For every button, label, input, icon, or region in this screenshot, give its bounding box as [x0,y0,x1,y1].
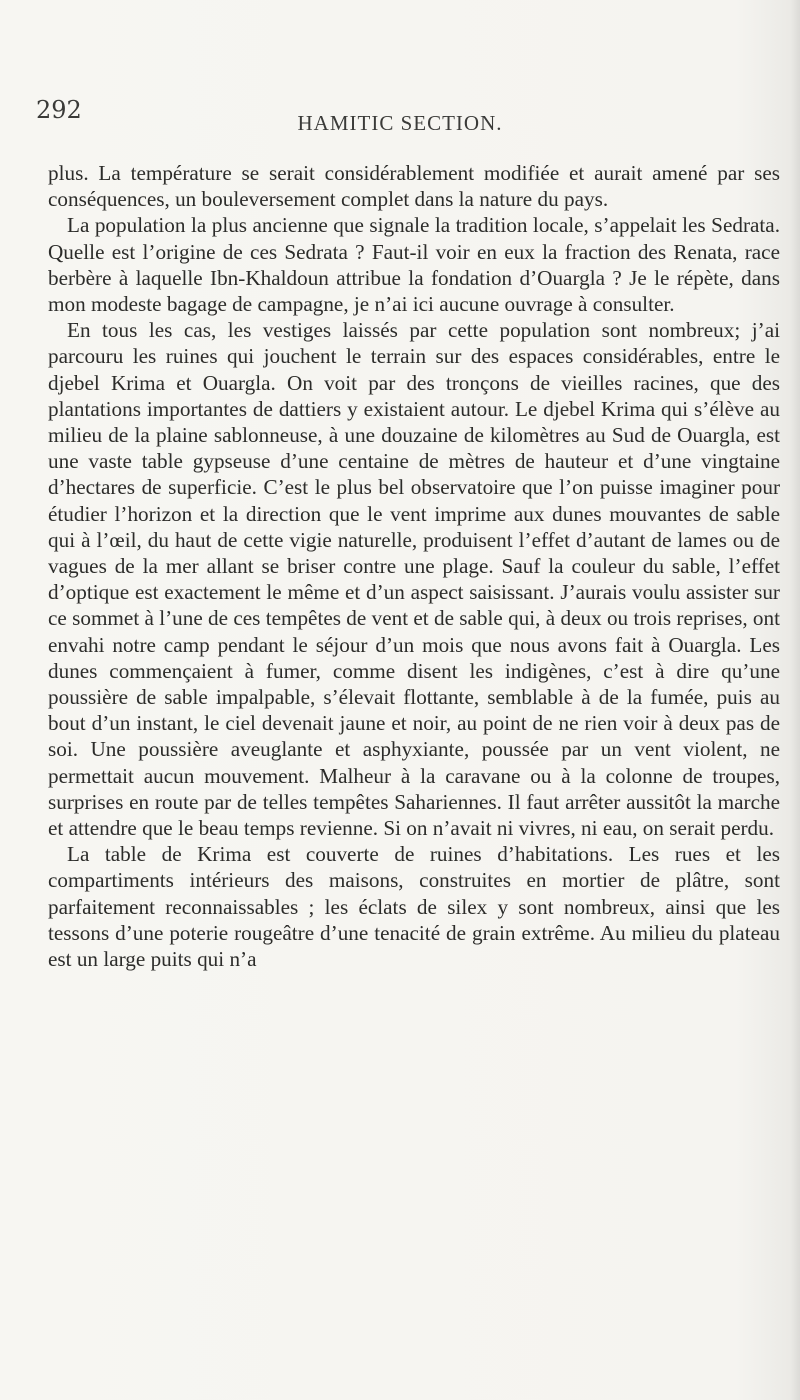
paragraph-krima-ruins: La table de Krima est couverte de ruines d’habitations. Les rues et les compartiments intérieurs des maisons, construites en mortier de plâtre, sont parfaitement reconnaissables ; les éclats de silex y sont nombreux, ainsi que les tessons d’une poterie rougeâtre d’une tenacité de grain extrême. Au milieu du plateau est un large puits qui n’a [48,842,780,972]
page-edge-shadow [790,0,800,1400]
running-head: HAMITIC SECTION. [297,111,503,135]
paragraph-continuation: plus. La température se serait considérablement modifiée et aurait amené par ses conséquences, un bouleversement complet dans la nature du pays. [48,161,780,212]
body-text [48,160,780,972]
paragraph-vestiges: En tous les cas, les vestiges laissés par cette population sont nombreux; j’ai parcouru les ruines qui jouchent le terrain sur des espaces considérables, entre le djebel Krima et Ouargla. On voit par des tronçons de vieilles racines, que des plantations importantes de dattiers y existaient autour. Le djebel Krima qui s’élève au milieu de la plaine sablonneuse, à une douzaine de kilomètres au Sud de Ouargla, est une vaste table gypseuse d’une centaine de mètres de hauteur et d’une vingtaine d’hectares de superficie. C’est le plus bel observatoire que l’on puisse imaginer pour étudier l’horizon et la direction que le vent imprime aux dunes mouvantes de sable qui à l’œil, du haut de cette vigie naturelle, produisent l’effet d’autant de lames ou de vagues de la mer allant se briser contre une plage. Sauf la couleur du sable, l’effet d’optique est exactement le même et d’un aspect saisissant. J’aurais voulu assister sur ce sommet à l’une de ces tempêtes de vent et de sable qui, à deux ou trois reprises, ont envahi notre camp pendant le séjour d’un mois que nous avons fait à Ouargla. Les dunes commençaient à fumer, comme disent les indigènes, c’est à dire qu’une poussière de sable impalpable, s’élevait flottante, semblable à de la fumée, puis au bout d’un instant, le ciel devenait jaune et noir, au point de ne rien voir à deux pas de soi. Une poussière aveuglante et asphyxiante, poussée par un vent violent, ne permettait aucun mouvement. Malheur à la caravane ou à la colonne de troupes, surprises en route par de telles tempêtes Sahariennes. Il faut arrêter aussitôt la marche et attendre que le beau temps revienne. Si on n’avait ni vivres, ni eau, on serait perdu. [48,318,780,841]
page-number: 292 [36,96,82,124]
paragraph-sedrata: La population la plus ancienne que signale la tradition locale, s’appelait les Sedrata. Quelle est l’origine de ces Sedrata ? Faut-il voir en eux la fraction des Renata, race berbère à laquelle Ibn-Khaldoun attribue la fondation d’Ouargla ? Je le répète, dans mon modeste bagage de campagne, je n’ai ici aucune ouvrage à consulter. [48,213,780,317]
